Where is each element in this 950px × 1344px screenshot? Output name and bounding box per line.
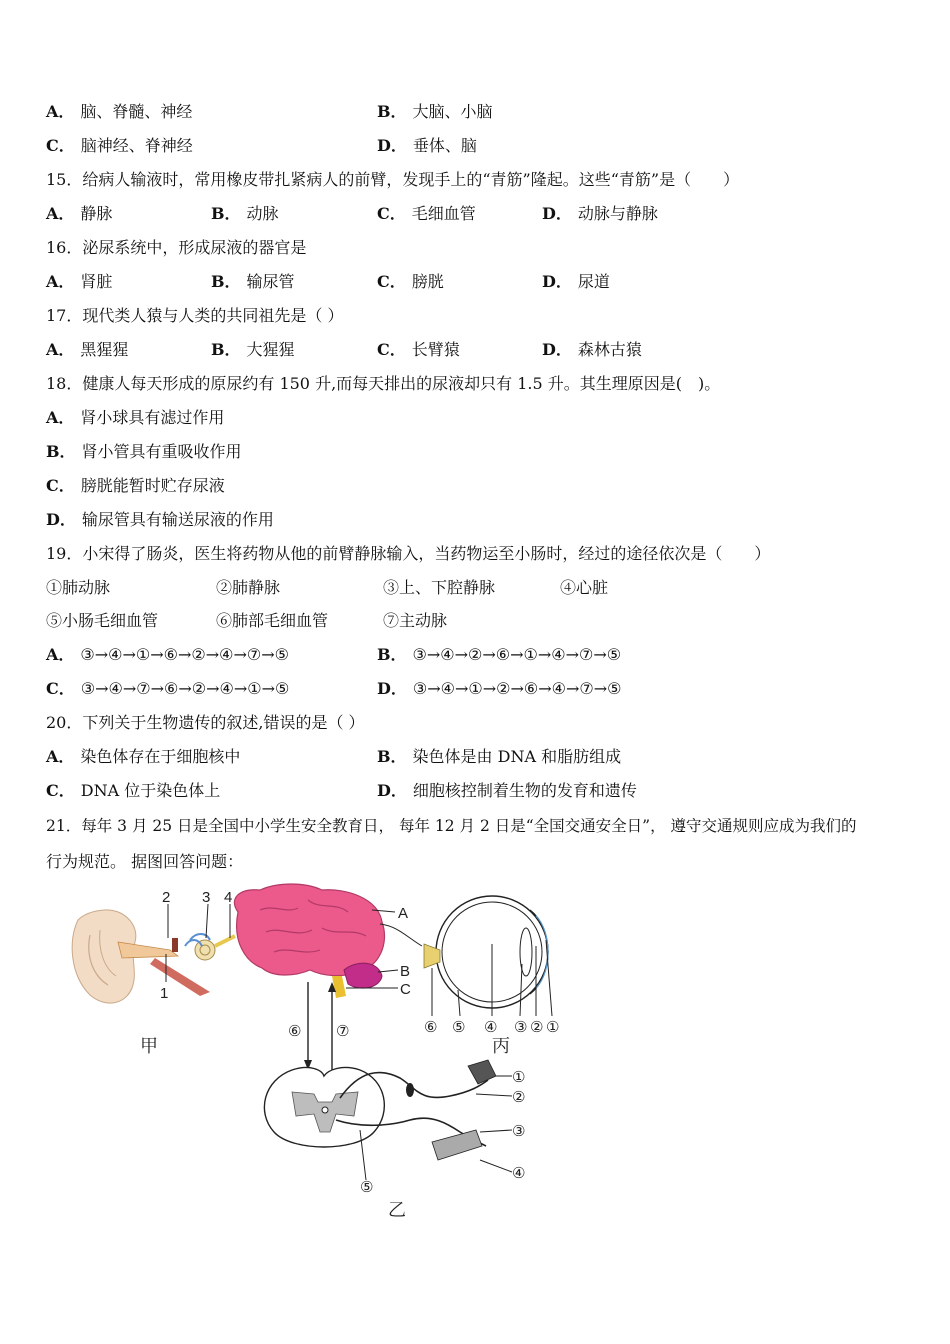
q16-option-c[interactable]: C． 膀胱 — [377, 272, 444, 291]
q20-option-c[interactable]: C． DNA 位于染色体上 — [46, 781, 221, 800]
q19-option-c[interactable]: C． ③→④→⑦→⑥→②→④→①→⑤ — [46, 679, 290, 698]
brain-label-c: C — [400, 981, 411, 998]
panel-label-yi: 乙 — [388, 1200, 406, 1220]
q20-option-a[interactable]: A． 染色体存在于细胞核中 — [46, 747, 241, 766]
q19-option-b[interactable]: B． ③→④→②→⑥→①→④→⑦→⑤ — [377, 645, 622, 664]
q15-option-a[interactable]: A． 静脉 — [46, 204, 113, 223]
q16-option-b[interactable]: B． 输尿管 — [211, 272, 295, 291]
q17-option-b[interactable]: B． 大猩猩 — [211, 340, 295, 359]
ear-label-4: 4 — [224, 889, 233, 906]
q15-option-d[interactable]: D． 动脉与静脉 — [542, 204, 658, 223]
q16-stem: 16．泌尿系统中，形成尿液的器官是 — [46, 238, 307, 257]
ear-label-1: 1 — [160, 985, 169, 1002]
arrow-label-6: ⑥ — [288, 1023, 302, 1040]
q20-stem: 20．下列关于生物遗传的叙述,错误的是（ ） — [46, 713, 365, 732]
q19-item-3: ③上、下腔静脉 — [383, 578, 496, 597]
eye-label-5: ⑤ — [452, 1019, 466, 1036]
eye-label-2: ② — [530, 1019, 544, 1036]
q19-option-a[interactable]: A． ③→④→①→⑥→②→④→⑦→⑤ — [46, 645, 290, 664]
q14-option-a[interactable]: A． 脑、脊髓、神经 — [46, 102, 193, 121]
cord-label-5: ⑤ — [360, 1179, 374, 1196]
q18-option-d[interactable]: D． 输尿管具有输送尿液的作用 — [46, 510, 274, 529]
q16-option-a[interactable]: A． 肾脏 — [46, 272, 113, 291]
q19-item-5: ⑤小肠毛细血管 — [46, 611, 159, 630]
q17-option-d[interactable]: D． 森林古猿 — [542, 340, 642, 359]
brain-label-b: B — [400, 963, 411, 980]
panel-label-jia: 甲 — [140, 1036, 158, 1056]
q20-option-b[interactable]: B． 染色体是由 DNA 和脂肪组成 — [377, 747, 622, 766]
q19-item-1: ①肺动脉 — [46, 578, 111, 597]
ear-label-2: 2 — [162, 889, 171, 906]
panel-label-bing: 丙 — [492, 1036, 510, 1056]
q14-option-b[interactable]: B． 大脑、小脑 — [377, 102, 493, 121]
cord-label-2: ② — [512, 1089, 526, 1106]
eye-label-3: ③ — [514, 1019, 528, 1036]
eye-label-1: ① — [546, 1019, 560, 1036]
q20-option-d[interactable]: D． 细胞核控制着生物的发育和遗传 — [377, 781, 637, 800]
q19-option-d[interactable]: D． ③→④→①→②→⑥→④→⑦→⑤ — [377, 679, 622, 698]
arrow-label-7: ⑦ — [336, 1023, 350, 1040]
q19-stem: 19．小宋得了肠炎，医生将药物从他的前臂静脉输入，当药物运至小肠时，经过的途径依次是（ ） — [46, 544, 771, 563]
q15-stem: 15．给病人输液时，常用橡皮带扎紧病人的前臂，发现手上的“青筋”隆起。这些“青筋”是（ ） — [46, 170, 740, 189]
q17-stem: 17．现代类人猿与人类的共同祖先是（ ） — [46, 306, 344, 325]
reflex-arc-diagram — [264, 1060, 525, 1220]
brain-diagram — [234, 884, 411, 998]
q21-figure — [60, 880, 580, 1230]
q18-stem: 18．健康人每天形成的原尿约有 150 升,而每天排出的尿液却只有 1.5 升。其生理原因是( )。 — [46, 374, 721, 393]
cord-label-4: ④ — [512, 1165, 526, 1182]
q16-option-d[interactable]: D． 尿道 — [542, 272, 610, 291]
q14-option-c[interactable]: C． 脑神经、脊神经 — [46, 136, 193, 155]
ear-diagram — [72, 889, 235, 1056]
q19-item-7: ⑦主动脉 — [383, 611, 448, 630]
q17-option-a[interactable]: A． 黑猩猩 — [46, 340, 129, 359]
ear-label-3: 3 — [202, 889, 211, 906]
eye-label-6: ⑥ — [424, 1019, 438, 1036]
q21-stem-line1: 21．每年 3 月 25 日是全国中小学生安全教育日， 每年 12 月 2 日是“全国交通安全日”， 遵守交通规则应成为我们的 — [46, 817, 857, 835]
cord-label-3: ③ — [512, 1123, 526, 1140]
q15-option-c[interactable]: C． 毛细血管 — [377, 204, 476, 223]
q18-option-b[interactable]: B． 肾小管具有重吸收作用 — [46, 442, 242, 461]
q19-item-2: ②肺静脉 — [216, 578, 281, 597]
q19-item-6: ⑥肺部毛细血管 — [216, 611, 329, 630]
q17-option-c[interactable]: C． 长臂猿 — [377, 340, 460, 359]
q15-option-b[interactable]: B． 动脉 — [211, 204, 279, 223]
cord-label-1: ① — [512, 1069, 526, 1086]
brain-label-a: A — [398, 905, 409, 922]
eye-label-4: ④ — [484, 1019, 498, 1036]
q18-option-a[interactable]: A． 肾小球具有滤过作用 — [46, 408, 225, 427]
q18-option-c[interactable]: C． 膀胱能暂时贮存尿液 — [46, 476, 225, 495]
q21-stem-line2: 行为规范。 据图回答问题： — [46, 852, 244, 871]
q14-option-d[interactable]: D． 垂体、脑 — [377, 136, 477, 155]
q19-item-4: ④心脏 — [560, 578, 609, 597]
